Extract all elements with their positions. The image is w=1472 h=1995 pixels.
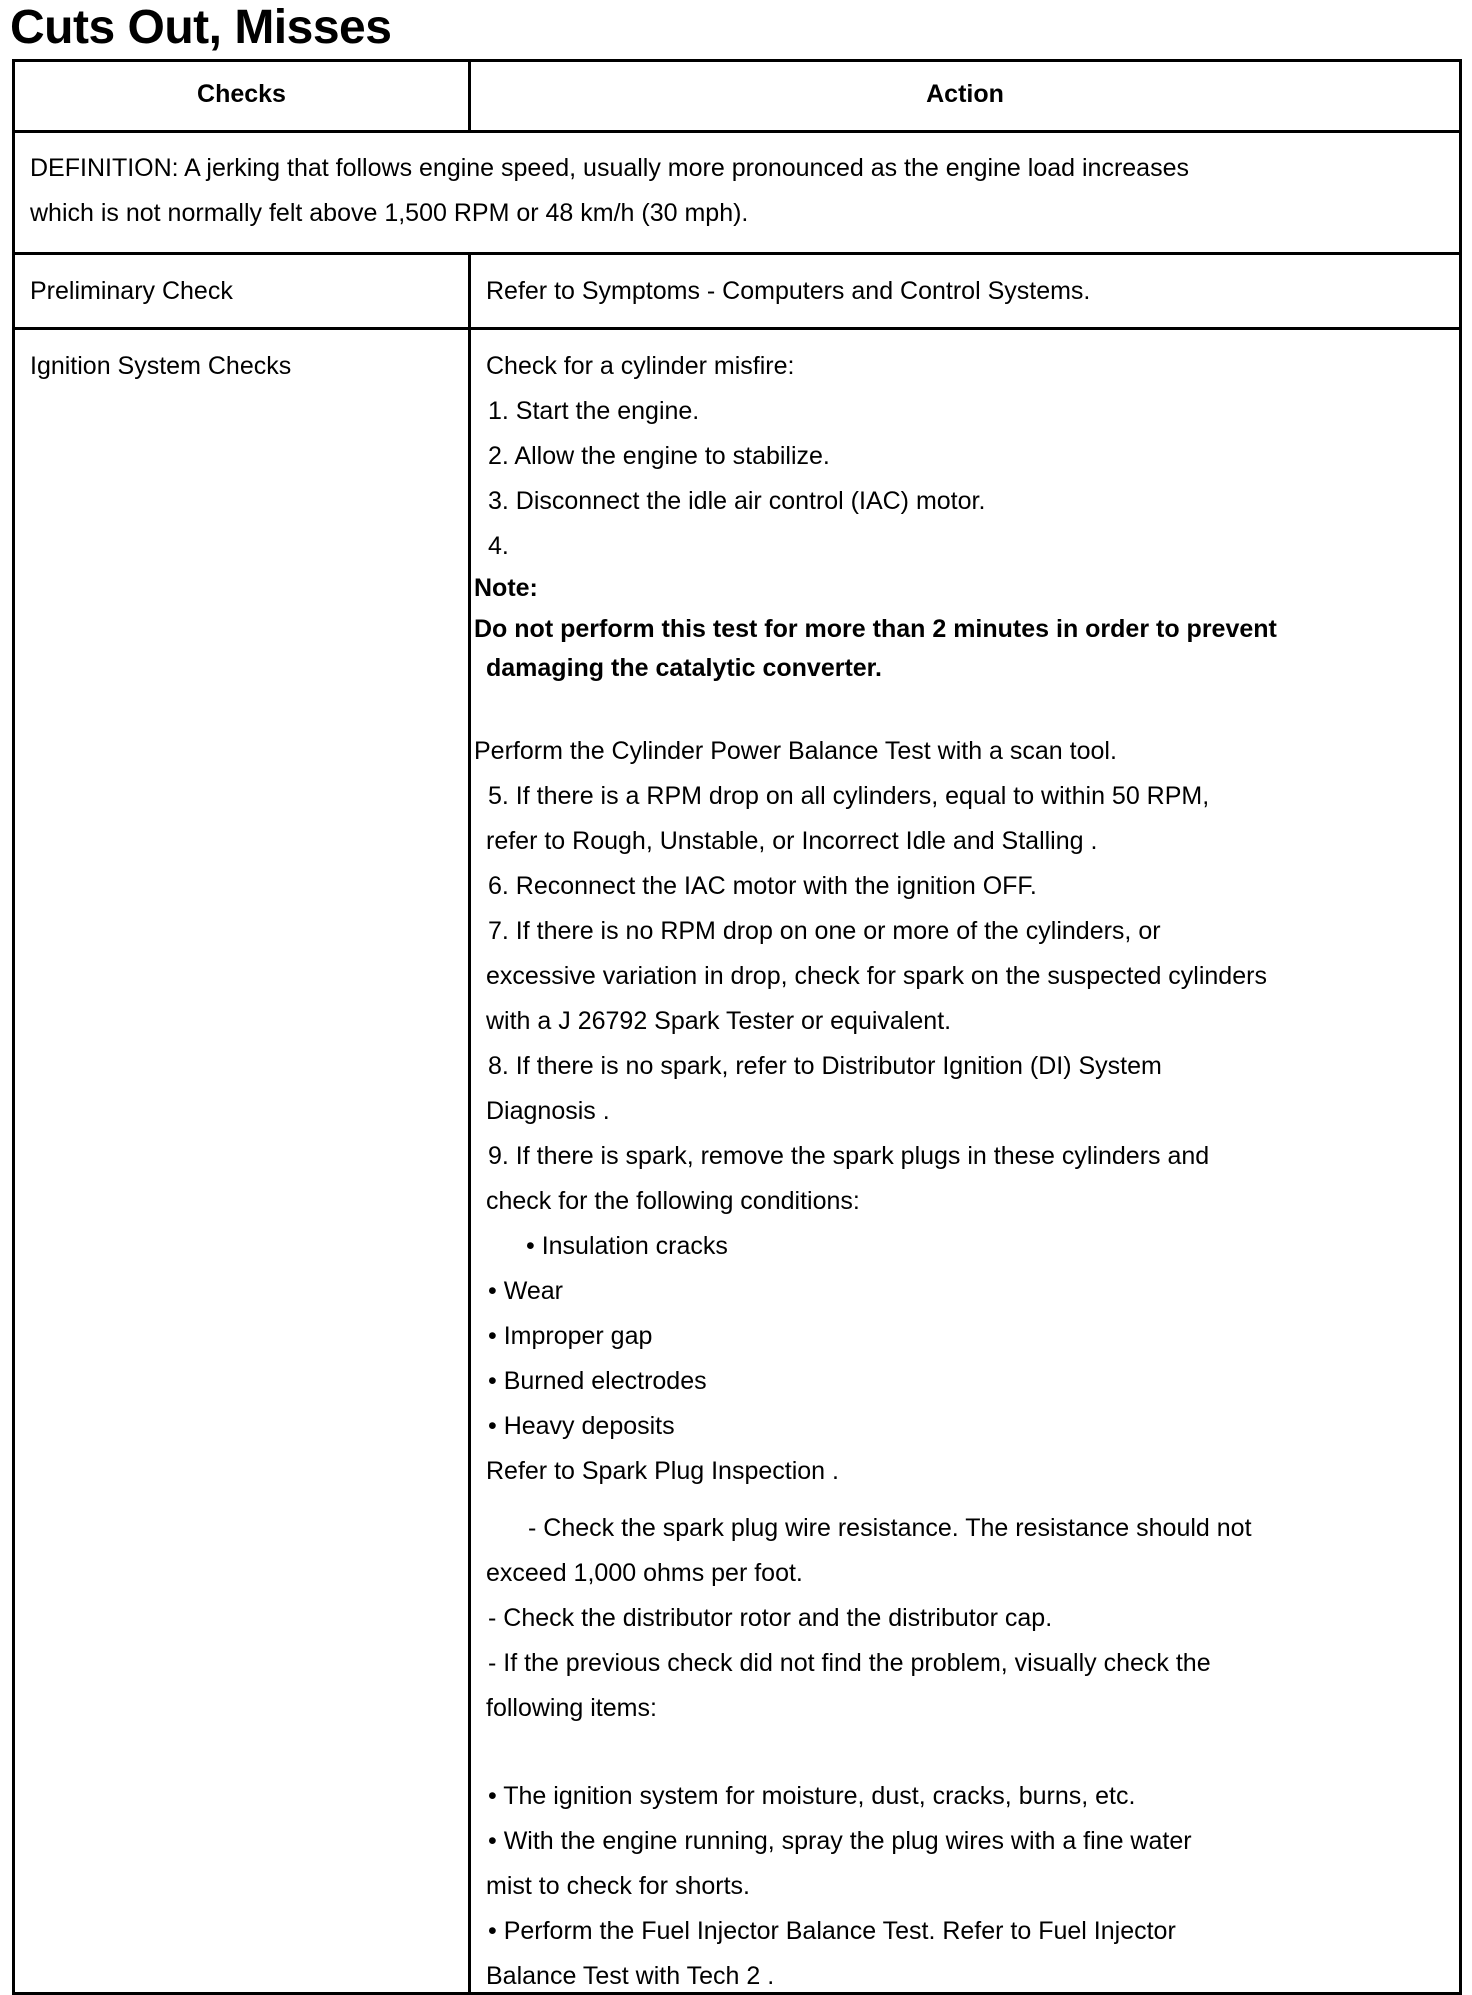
bullet-item: • Insulation cracks xyxy=(526,1232,728,1260)
dash-item: - Check the distributor rotor and the distributor cap. xyxy=(488,1604,1053,1632)
step-line: Diagnosis . xyxy=(486,1097,610,1125)
dash-item: - If the previous check did not find the problem, visually check the xyxy=(488,1649,1211,1677)
final-item: • Perform the Fuel Injector Balance Test. Refer to Fuel Injector xyxy=(488,1917,1176,1945)
column-header-checks: Checks xyxy=(197,80,286,108)
note-text: damaging the catalytic converter. xyxy=(486,654,882,682)
bullet-item: • Heavy deposits xyxy=(488,1412,675,1440)
dash-item: following items: xyxy=(486,1694,657,1722)
step-line: excessive variation in drop, check for spark on the suspected cylinders xyxy=(486,962,1267,990)
dash-item: exceed 1,000 ohms per foot. xyxy=(486,1559,803,1587)
step-line: 3. Disconnect the idle air control (IAC) motor. xyxy=(488,487,986,515)
diagnostic-table xyxy=(12,59,1462,1995)
note-text: Do not perform this test for more than 2 minutes in order to prevent xyxy=(474,615,1277,643)
step-line: 4. xyxy=(488,532,509,560)
step-line: 6. Reconnect the IAC motor with the ignition OFF. xyxy=(488,872,1037,900)
preliminary-action: Refer to Symptoms - Computers and Control Systems. xyxy=(486,277,1091,305)
final-item: Balance Test with Tech 2 . xyxy=(486,1962,775,1990)
bullet-item: • Burned electrodes xyxy=(488,1367,707,1395)
column-header-action: Action xyxy=(926,80,1004,108)
page-title: Cuts Out, Misses xyxy=(10,1,392,54)
definition-line-1: DEFINITION: A jerking that follows engine speed, usually more pronounced as the engine load increases xyxy=(30,154,1189,182)
preliminary-check-label: Preliminary Check xyxy=(30,277,233,305)
bullet-item: • Wear xyxy=(488,1277,563,1305)
refer-spark-plug: Refer to Spark Plug Inspection . xyxy=(486,1457,839,1485)
ignition-intro: Check for a cylinder misfire: xyxy=(486,352,795,380)
step-line: with a J 26792 Spark Tester or equivalent. xyxy=(486,1007,952,1035)
final-item: • The ignition system for moisture, dust, cracks, burns, etc. xyxy=(488,1782,1136,1810)
step-line: 2. Allow the engine to stabilize. xyxy=(488,442,830,470)
step-line: 9. If there is spark, remove the spark plugs in these cylinders and xyxy=(488,1142,1210,1170)
step-line: check for the following conditions: xyxy=(486,1187,860,1215)
column-divider-body xyxy=(468,252,471,1992)
step-line: 1. Start the engine. xyxy=(488,397,700,425)
dash-item: - Check the spark plug wire resistance. The resistance should not xyxy=(528,1514,1252,1542)
header-divider xyxy=(15,130,1459,133)
definition-divider xyxy=(15,252,1459,255)
step-line: 7. If there is no RPM drop on one or more of the cylinders, or xyxy=(488,917,1161,945)
final-item: mist to check for shorts. xyxy=(486,1872,750,1900)
definition-line-2: which is not normally felt above 1,500 RPM or 48 km/h (30 mph). xyxy=(30,199,749,227)
preliminary-divider xyxy=(15,327,1459,330)
step-line: 5. If there is a RPM drop on all cylinders, equal to within 50 RPM, xyxy=(488,782,1210,810)
step-line: refer to Rough, Unstable, or Incorrect Idle and Stalling . xyxy=(486,827,1098,855)
ignition-check-label: Ignition System Checks xyxy=(30,352,292,380)
note-label: Note: xyxy=(474,574,538,602)
bullet-item: • Improper gap xyxy=(488,1322,653,1350)
step-line: 8. If there is no spark, refer to Distributor Ignition (DI) System xyxy=(488,1052,1162,1080)
perform-instruction: Perform the Cylinder Power Balance Test with a scan tool. xyxy=(474,737,1117,765)
final-item: • With the engine running, spray the plug wires with a fine water xyxy=(488,1827,1192,1855)
